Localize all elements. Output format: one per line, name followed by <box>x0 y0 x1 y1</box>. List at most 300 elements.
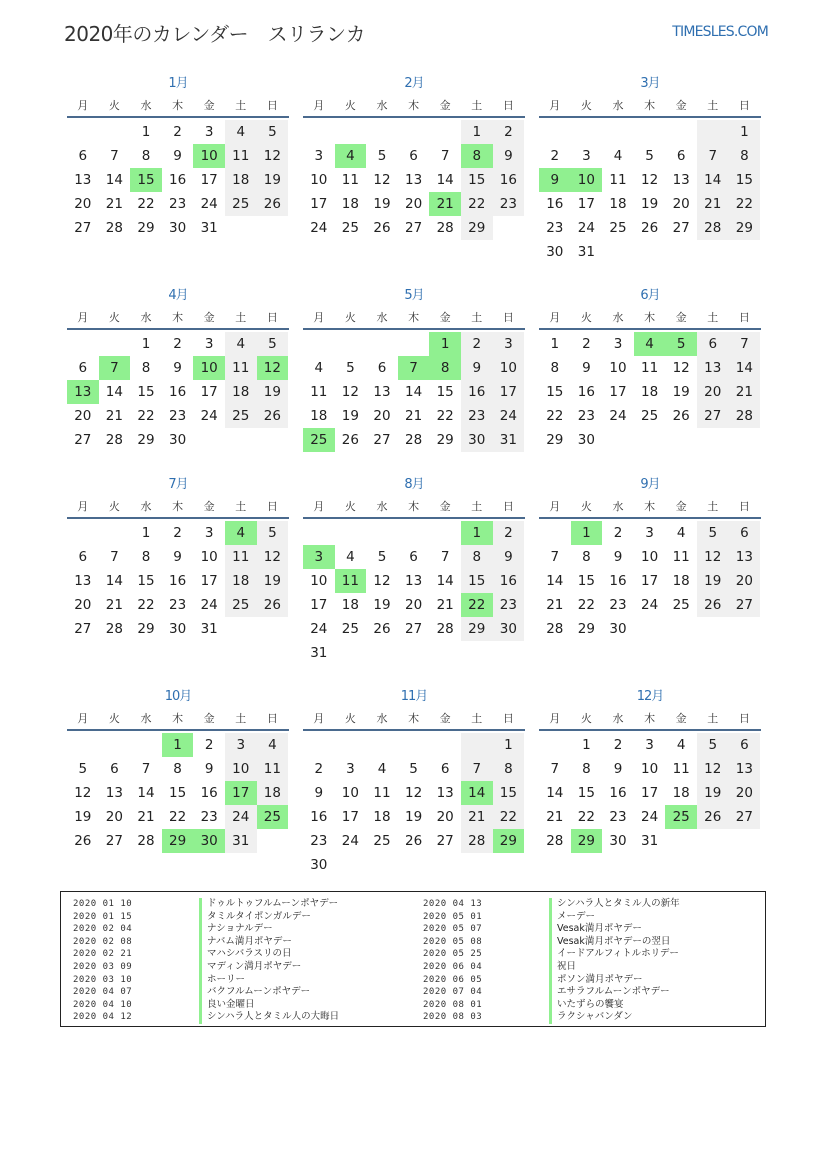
day-cell: 29 <box>729 216 761 240</box>
day-cell: 30 <box>609 621 627 637</box>
day-cell: 20 <box>697 380 729 404</box>
weekday-label: 土 <box>471 311 483 324</box>
day-cell: 16 <box>577 384 595 400</box>
holiday-date: 2020 02 04 <box>73 924 133 935</box>
day-cell: 16 <box>609 785 627 801</box>
empty-cell <box>99 120 131 144</box>
day-cell: 8 <box>173 761 182 777</box>
day-cell: 26 <box>404 833 423 849</box>
month-5 <box>303 284 525 452</box>
day-cell: 18 <box>225 569 257 593</box>
weekday-label: 日 <box>738 99 750 112</box>
day-cell: 17 <box>310 597 328 613</box>
day-cell: 15 <box>546 384 564 400</box>
day-cell: 23 <box>168 408 187 424</box>
holiday-row <box>73 1011 413 1024</box>
day-cell: 24 <box>200 196 218 212</box>
day-cell: 27 <box>697 404 729 428</box>
day-cell: 24 <box>310 621 328 637</box>
holiday-row <box>423 961 763 974</box>
day-cell: 24 <box>310 220 328 236</box>
day-cell: 1 <box>461 120 493 144</box>
weekday-label: 土 <box>707 712 719 725</box>
day-cell: 21 <box>105 196 123 212</box>
weekday-label: 月 <box>313 500 325 513</box>
holiday-day-cell: 8 <box>429 356 461 380</box>
day-cell: 10 <box>341 785 359 801</box>
weekday-label: 水 <box>376 712 388 725</box>
weekday-label: 火 <box>580 712 592 725</box>
page-title: 2020年のカレンダー スリランカ <box>64 22 366 46</box>
empty-cell <box>366 733 398 757</box>
day-cell: 2 <box>582 336 591 352</box>
weekday-label: 火 <box>580 500 592 513</box>
day-cell: 11 <box>609 172 627 188</box>
day-cell: 16 <box>168 172 187 188</box>
holiday-day-cell: 4 <box>634 332 666 356</box>
empty-cell <box>335 332 367 356</box>
day-cell: 21 <box>729 380 761 404</box>
weekday-label: 水 <box>140 311 152 324</box>
day-cell: 5 <box>377 148 387 164</box>
empty-cell <box>539 733 571 757</box>
day-cell: 12 <box>257 545 289 569</box>
day-cell: 23 <box>461 404 493 428</box>
day-cell: 5 <box>409 761 418 777</box>
weekday-label: 火 <box>580 99 592 112</box>
weekday-header <box>303 709 525 731</box>
holiday-date: 2020 06 05 <box>423 974 483 985</box>
month-title: 4月 <box>168 288 188 303</box>
day-cell: 24 <box>225 805 257 829</box>
holiday-name: イードアルフィトルホリデー <box>549 948 679 961</box>
month-11 <box>303 685 525 877</box>
day-cell: 29 <box>546 432 564 448</box>
day-cell: 13 <box>74 172 92 188</box>
day-cell: 8 <box>582 549 591 565</box>
day-cell: 4 <box>377 761 387 777</box>
day-cell: 30 <box>168 220 187 236</box>
day-cell: 25 <box>640 408 659 424</box>
holiday-row <box>423 936 763 949</box>
day-cell: 1 <box>141 336 151 352</box>
day-cell: 15 <box>461 168 493 192</box>
day-cell: 6 <box>729 521 761 545</box>
day-cell: 30 <box>310 857 328 873</box>
day-cell: 6 <box>78 549 88 565</box>
weekday-label: 金 <box>675 99 687 112</box>
day-cell: 27 <box>404 621 423 637</box>
month-title: 1月 <box>168 76 188 91</box>
day-cell: 14 <box>436 172 454 188</box>
empty-cell <box>398 733 430 757</box>
weekday-label: 木 <box>644 311 656 324</box>
day-cell: 6 <box>676 148 686 164</box>
day-cell: 19 <box>257 380 289 404</box>
day-grid <box>303 733 525 877</box>
day-cell: 4 <box>346 549 355 565</box>
day-cell: 20 <box>672 196 690 212</box>
day-grid <box>303 332 525 452</box>
holiday-day-cell: 29 <box>493 829 525 853</box>
day-cell: 6 <box>697 332 729 356</box>
holiday-row <box>73 986 413 999</box>
day-cell: 7 <box>697 144 729 168</box>
day-cell: 31 <box>310 645 328 661</box>
weekday-label: 月 <box>77 500 89 513</box>
day-cell: 14 <box>105 573 123 589</box>
day-cell: 20 <box>404 196 423 212</box>
day-cell: 2 <box>613 737 623 753</box>
holiday-day-cell: 30 <box>193 829 225 853</box>
day-cell: 26 <box>341 432 359 448</box>
weekday-label: 火 <box>108 712 120 725</box>
day-cell: 21 <box>404 408 423 424</box>
weekday-label: 月 <box>77 311 89 324</box>
weekday-label: 月 <box>313 99 325 112</box>
weekday-label: 水 <box>612 500 624 513</box>
day-cell: 7 <box>461 757 493 781</box>
day-cell: 19 <box>697 781 729 805</box>
holiday-name: Vesak満月ポヤデー <box>549 923 642 936</box>
day-cell: 6 <box>78 148 88 164</box>
weekday-label: 木 <box>644 500 656 513</box>
day-cell: 14 <box>105 384 123 400</box>
day-cell: 2 <box>314 761 324 777</box>
month-9 <box>539 473 761 641</box>
holiday-name: ラクシャバンダン <box>549 1011 633 1024</box>
day-cell: 28 <box>461 829 493 853</box>
day-cell: 5 <box>697 733 729 757</box>
holiday-row <box>73 961 413 974</box>
day-cell: 28 <box>697 216 729 240</box>
weekday-header <box>303 96 525 118</box>
day-cell: 28 <box>105 621 123 637</box>
holiday-name: Vesak満月ポヤデーの翌日 <box>549 936 670 949</box>
day-cell: 22 <box>436 408 454 424</box>
holiday-day-cell: 3 <box>303 545 335 569</box>
weekday-label: 水 <box>376 99 388 112</box>
day-cell: 19 <box>373 597 391 613</box>
day-cell: 28 <box>137 833 155 849</box>
day-cell: 29 <box>137 220 155 236</box>
empty-cell <box>67 521 99 545</box>
holiday-name: マハシバラスリの日 <box>199 948 291 961</box>
weekday-label: 木 <box>408 500 420 513</box>
day-cell: 1 <box>729 120 761 144</box>
day-cell: 3 <box>582 148 591 164</box>
day-cell: 26 <box>373 220 391 236</box>
day-cell: 19 <box>404 809 423 825</box>
day-cell: 2 <box>613 525 623 541</box>
day-cell: 25 <box>225 404 257 428</box>
month-title: 12月 <box>636 689 664 704</box>
holiday-day-cell: 7 <box>99 356 131 380</box>
weekday-label: 土 <box>707 311 719 324</box>
day-cell: 23 <box>168 196 187 212</box>
day-cell: 15 <box>493 781 525 805</box>
holiday-date: 2020 07 04 <box>423 987 483 998</box>
day-cell: 19 <box>257 569 289 593</box>
empty-cell <box>366 521 398 545</box>
day-cell: 12 <box>341 384 359 400</box>
day-cell: 28 <box>546 621 564 637</box>
holiday-date: 2020 04 13 <box>423 899 483 909</box>
day-cell: 2 <box>493 521 525 545</box>
day-cell: 21 <box>546 809 564 825</box>
day-cell: 29 <box>461 617 493 641</box>
day-cell: 17 <box>200 573 218 589</box>
day-cell: 11 <box>341 172 359 188</box>
weekday-label: 火 <box>108 99 120 112</box>
day-cell: 5 <box>257 120 289 144</box>
day-cell: 7 <box>440 549 450 565</box>
holiday-day-cell: 8 <box>461 144 493 168</box>
weekday-label: 土 <box>471 500 483 513</box>
day-cell: 7 <box>110 148 119 164</box>
empty-cell <box>366 332 398 356</box>
empty-cell <box>99 521 131 545</box>
weekday-label: 日 <box>266 500 278 513</box>
weekday-label: 木 <box>172 500 184 513</box>
weekday-header <box>67 709 289 731</box>
day-cell: 20 <box>729 569 761 593</box>
day-cell: 19 <box>697 569 729 593</box>
day-cell: 10 <box>200 549 218 565</box>
day-cell: 24 <box>200 597 218 613</box>
day-cell: 2 <box>461 332 493 356</box>
day-cell: 3 <box>645 737 654 753</box>
day-cell: 10 <box>493 356 525 380</box>
holiday-date: 2020 05 01 <box>423 911 483 922</box>
holiday-day-cell: 29 <box>162 829 194 853</box>
holiday-row <box>73 923 413 936</box>
day-cell: 30 <box>577 432 595 448</box>
day-cell: 30 <box>609 833 627 849</box>
day-cell: 11 <box>225 144 257 168</box>
day-cell: 19 <box>640 196 659 212</box>
day-cell: 1 <box>141 525 151 541</box>
day-cell: 25 <box>225 192 257 216</box>
holiday-row <box>423 898 763 911</box>
day-cell: 20 <box>373 408 391 424</box>
holiday-day-cell: 25 <box>665 805 697 829</box>
day-cell: 12 <box>74 785 92 801</box>
holiday-day-cell: 13 <box>67 380 99 404</box>
empty-cell <box>67 332 99 356</box>
day-cell: 4 <box>676 525 686 541</box>
weekday-header <box>539 497 761 519</box>
weekday-label: 土 <box>707 500 719 513</box>
holiday-row <box>423 986 763 999</box>
holiday-date: 2020 05 07 <box>423 924 483 935</box>
weekday-label: 土 <box>235 712 247 725</box>
day-cell: 10 <box>640 549 659 565</box>
holiday-day-cell: 11 <box>335 569 367 593</box>
day-cell: 21 <box>461 805 493 829</box>
weekday-label: 月 <box>313 311 325 324</box>
month-2 <box>303 72 525 240</box>
day-cell: 22 <box>137 196 155 212</box>
month-8 <box>303 473 525 665</box>
weekday-label: 水 <box>612 712 624 725</box>
day-cell: 18 <box>225 380 257 404</box>
holiday-row <box>423 911 763 924</box>
day-cell: 21 <box>137 809 155 825</box>
day-cell: 6 <box>110 761 119 777</box>
day-cell: 21 <box>105 597 123 613</box>
day-cell: 22 <box>137 408 155 424</box>
day-cell: 11 <box>672 761 690 777</box>
day-cell: 17 <box>493 380 525 404</box>
weekday-label: 木 <box>172 99 184 112</box>
day-cell: 19 <box>74 809 92 825</box>
weekday-label: 水 <box>612 99 624 112</box>
day-cell: 23 <box>609 809 627 825</box>
empty-cell <box>461 733 493 757</box>
weekday-label: 日 <box>266 712 278 725</box>
day-cell: 8 <box>493 757 525 781</box>
holiday-name: ホーリー <box>199 974 245 987</box>
weekday-label: 木 <box>408 311 420 324</box>
day-cell: 4 <box>314 360 324 376</box>
day-cell: 23 <box>609 597 627 613</box>
brand-logo[interactable]: TIMESLES.COM <box>672 24 768 40</box>
holiday-day-cell: 22 <box>461 593 493 617</box>
day-cell: 23 <box>310 833 328 849</box>
day-cell: 9 <box>204 761 214 777</box>
day-cell: 29 <box>577 621 595 637</box>
day-cell: 21 <box>105 408 123 424</box>
month-1 <box>67 72 289 240</box>
day-cell: 31 <box>577 244 595 260</box>
weekday-label: 木 <box>644 99 656 112</box>
holiday-list <box>60 891 766 1027</box>
day-cell: 30 <box>168 621 187 637</box>
day-cell: 9 <box>173 148 182 164</box>
day-grid <box>67 733 289 853</box>
weekday-label: 水 <box>140 712 152 725</box>
day-cell: 19 <box>257 168 289 192</box>
day-cell: 17 <box>640 573 659 589</box>
holiday-date: 2020 05 08 <box>423 936 483 947</box>
day-cell: 13 <box>404 573 423 589</box>
day-cell: 9 <box>493 545 525 569</box>
weekday-label: 火 <box>344 311 356 324</box>
day-cell: 28 <box>105 432 123 448</box>
holiday-date: 2020 03 09 <box>73 961 133 972</box>
day-cell: 11 <box>640 360 659 376</box>
day-cell: 19 <box>341 408 359 424</box>
day-cell: 22 <box>729 192 761 216</box>
day-cell: 18 <box>341 597 359 613</box>
day-cell: 18 <box>672 785 690 801</box>
weekday-label: 水 <box>140 99 152 112</box>
holiday-day-cell: 4 <box>225 521 257 545</box>
day-cell: 11 <box>225 545 257 569</box>
weekday-label: 日 <box>738 500 750 513</box>
day-cell: 8 <box>141 360 151 376</box>
day-cell: 25 <box>341 220 359 236</box>
weekday-label: 日 <box>502 99 514 112</box>
day-cell: 23 <box>493 593 525 617</box>
empty-cell <box>303 120 335 144</box>
empty-cell <box>99 733 131 757</box>
day-grid <box>539 521 761 641</box>
day-cell: 27 <box>105 833 123 849</box>
holiday-day-cell: 14 <box>461 781 493 805</box>
day-cell: 24 <box>640 809 659 825</box>
holiday-name: 良い金曜日 <box>199 999 255 1012</box>
day-cell: 16 <box>546 196 564 212</box>
day-cell: 26 <box>373 621 391 637</box>
day-cell: 17 <box>577 196 595 212</box>
day-grid <box>539 120 761 264</box>
day-cell: 23 <box>168 597 187 613</box>
day-cell: 2 <box>550 148 560 164</box>
weekday-label: 金 <box>439 311 451 324</box>
day-cell: 12 <box>672 360 690 376</box>
holiday-date: 2020 04 12 <box>73 1012 133 1023</box>
weekday-label: 土 <box>471 99 483 112</box>
weekday-label: 金 <box>203 500 215 513</box>
holiday-column-left <box>73 898 413 1024</box>
day-cell: 18 <box>257 781 289 805</box>
day-cell: 6 <box>78 360 88 376</box>
day-cell: 27 <box>672 220 690 236</box>
day-cell: 16 <box>168 573 187 589</box>
month-12 <box>539 685 761 853</box>
holiday-row <box>423 948 763 961</box>
day-cell: 12 <box>257 144 289 168</box>
day-cell: 3 <box>314 148 324 164</box>
day-cell: 12 <box>640 172 659 188</box>
day-cell: 8 <box>141 148 151 164</box>
holiday-day-cell: 15 <box>130 168 162 192</box>
day-cell: 6 <box>729 733 761 757</box>
holiday-day-cell: 17 <box>225 781 257 805</box>
month-10 <box>67 685 289 853</box>
day-cell: 24 <box>200 408 218 424</box>
holiday-column-right <box>423 898 763 1024</box>
day-cell: 3 <box>204 525 214 541</box>
holiday-name: いたずらの饗宴 <box>549 999 624 1012</box>
day-cell: 6 <box>440 761 450 777</box>
day-cell: 15 <box>461 569 493 593</box>
weekday-header <box>539 96 761 118</box>
day-cell: 9 <box>613 761 623 777</box>
day-cell: 13 <box>74 573 92 589</box>
day-cell: 26 <box>697 593 729 617</box>
day-grid <box>67 120 289 240</box>
month-title: 2月 <box>404 76 424 91</box>
day-cell: 13 <box>672 172 690 188</box>
day-cell: 28 <box>546 833 564 849</box>
weekday-label: 土 <box>471 712 483 725</box>
weekday-label: 木 <box>408 99 420 112</box>
day-cell: 31 <box>200 220 218 236</box>
day-cell: 24 <box>609 408 627 424</box>
weekday-label: 金 <box>439 712 451 725</box>
day-cell: 26 <box>257 192 289 216</box>
holiday-name: ポソン満月ポヤデー <box>549 974 643 987</box>
holiday-day-cell: 1 <box>162 733 194 757</box>
day-cell: 17 <box>640 785 659 801</box>
holiday-date: 2020 02 21 <box>73 949 133 960</box>
day-cell: 14 <box>105 172 123 188</box>
month-title: 11月 <box>400 689 428 704</box>
day-cell: 22 <box>493 805 525 829</box>
